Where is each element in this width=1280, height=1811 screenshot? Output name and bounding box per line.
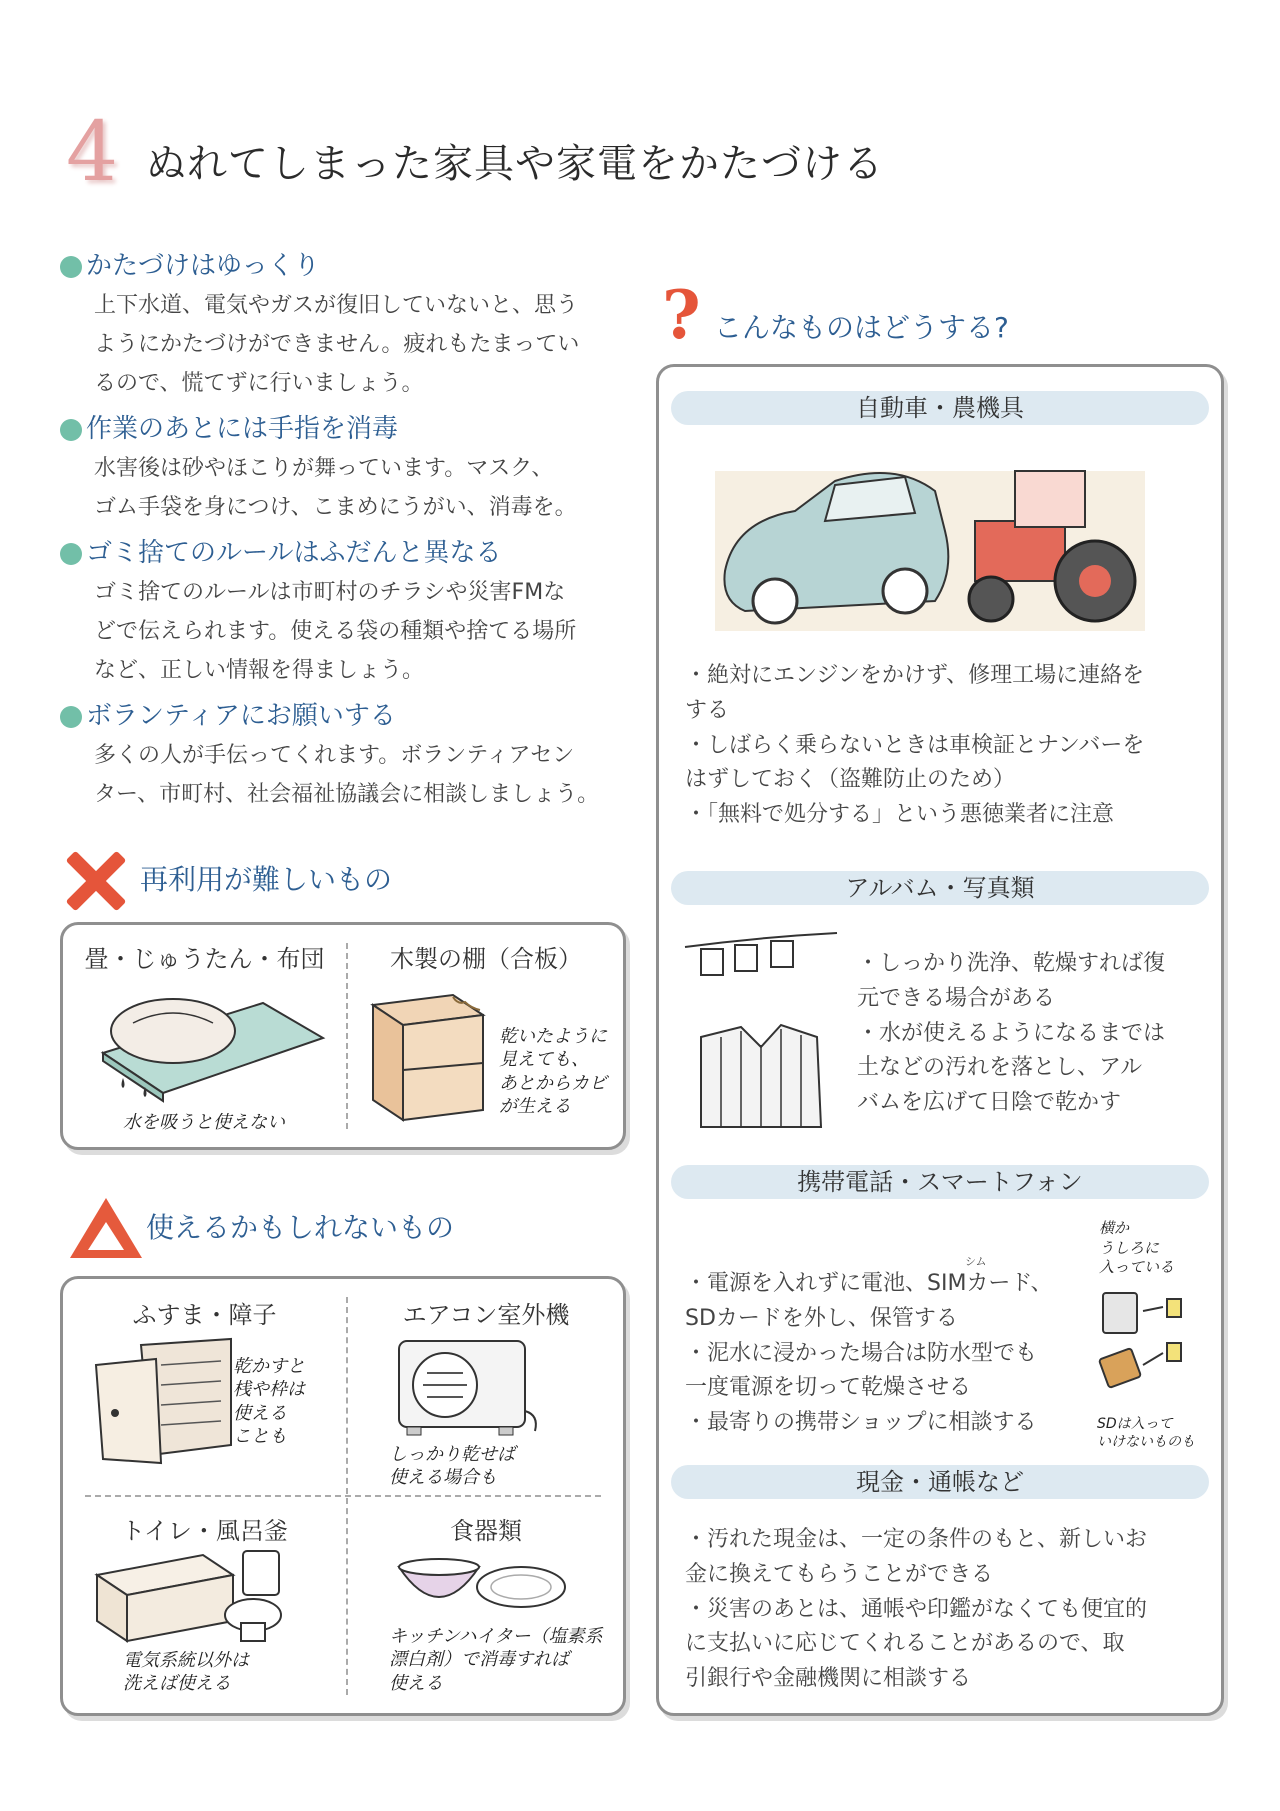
note-line: 漂白剤）で消毒すれば (389, 1649, 569, 1671)
section-band: 現金・通帳など (671, 1465, 1209, 1499)
tip-heading: ボランティアにお願いする (86, 701, 396, 732)
list-line: する (685, 697, 730, 723)
note-line: SDは入って (1097, 1416, 1173, 1432)
faq-heading: こんなものはどうする? (714, 311, 1009, 344)
tip-line: ゴム手袋を身につけ、こまめにうがい、消毒を。 (94, 495, 577, 520)
list-line: 一度電源を切って乾燥させる (685, 1375, 972, 1401)
bullet-dot-icon (60, 256, 82, 278)
list-item (685, 1337, 1065, 1407)
bullet-dot-icon (60, 706, 82, 728)
handwritten-note (389, 1625, 602, 1695)
note-line: 使える (389, 1672, 443, 1694)
handwritten-note (389, 1443, 515, 1490)
section-band: 自動車・農機具 (671, 391, 1209, 425)
tatami-futon-illustration (93, 983, 333, 1103)
list-item (685, 1406, 1065, 1441)
tip-item (60, 698, 640, 814)
tip-line: どで伝えられます。使える袋の種類や捨てる場所 (94, 619, 577, 644)
section-band: 携帯電話・スマートフォン (671, 1165, 1209, 1199)
list-line: 土などの汚れを落とし、アル (857, 1055, 1143, 1081)
handwritten-note (1099, 1219, 1174, 1278)
list-line: ・「無料で処分する」という悪徳業者に注意 (685, 802, 1115, 827)
item-title: 木製の棚（合板） (390, 945, 582, 973)
fusuma-shoji-illustration (91, 1335, 241, 1465)
list-line: はずしておく（盗難防止のため） (685, 767, 1016, 793)
section-list (685, 659, 1205, 833)
tip-heading: 作業のあとには手指を消毒 (86, 414, 399, 445)
list-line: ・しばらく乗らないときは車検証とナンバーを (685, 732, 1145, 758)
tip-body (60, 736, 640, 814)
note-line: 使える場合も (389, 1467, 497, 1489)
handwritten-note (123, 1649, 249, 1696)
list-line: SDカードを外し、保管する (685, 1305, 958, 1331)
wooden-shelf-illustration (363, 985, 493, 1125)
toilet-bathtub-illustration (93, 1545, 293, 1645)
tip-heading: かたづけはゆっくり (86, 251, 320, 281)
list-line: 金に換えてもらうことができる (685, 1561, 994, 1587)
list-item (685, 1523, 1205, 1593)
maybe-usable-heading: 使えるかもしれないもの (146, 1211, 455, 1244)
maybe-usable-box (60, 1276, 626, 1716)
list-line: ・汚れた現金は、一定の条件のもと、新しいお (685, 1527, 1148, 1552)
list-line: 元できる場合がある (857, 985, 1056, 1011)
list-line: ・最寄りの携帯ショップに相談する (685, 1410, 1037, 1435)
list-item (685, 1267, 1065, 1337)
handwritten-note (233, 1355, 305, 1449)
handwritten-note (499, 1025, 607, 1119)
tip-line: ター、市町村、社会福祉協議会に相談しましょう。 (94, 782, 600, 808)
phone-sim-illustration (1097, 1287, 1197, 1397)
list-item (685, 798, 1205, 833)
tableware-illustration (393, 1547, 573, 1627)
list-line: ・災害のあとは、通帳や印鑑がなくても便宜的 (685, 1596, 1148, 1622)
cross-icon (64, 848, 128, 912)
section-list (857, 947, 1207, 1121)
section-band: アルバム・写真類 (671, 871, 1209, 905)
tip-body (60, 573, 640, 690)
section-list (685, 1523, 1205, 1697)
list-line: 引銀行や金融機関に相談する (685, 1666, 972, 1691)
note-line: 乾いたように (499, 1026, 607, 1047)
list-line: ・絶対にエンジンをかけず、修理工場に連絡を (685, 663, 1145, 688)
note-line: が生える (499, 1096, 571, 1118)
note-line: 桟や枠は (233, 1379, 305, 1401)
note-line: しっかり乾せば (389, 1444, 515, 1465)
note-line: 乾かすと (233, 1356, 305, 1377)
tip-line: 上下水道、電気やガスが復旧していないと、思う (94, 292, 579, 318)
handwritten-note (1097, 1415, 1195, 1451)
note-line: うしろに (1099, 1238, 1160, 1257)
tip-item (60, 411, 640, 527)
note-line: 見えても、 (499, 1049, 589, 1071)
item-title: ふすま・障子 (132, 1301, 277, 1329)
item-title: エアコン室外機 (402, 1301, 570, 1329)
handwritten-note: 水を吸うと使えない (123, 1112, 285, 1133)
item-title: トイレ・風呂釜 (121, 1517, 288, 1545)
ruby-sim: シム (965, 1255, 987, 1268)
list-line: ・電源を入れずに電池、SIMカード、 (685, 1271, 1053, 1296)
note-line: 入っている (1099, 1258, 1175, 1276)
list-line: ・しっかり洗浄、乾燥すれば復 (857, 951, 1166, 976)
note-line: キッチンハイター（塩素系 (389, 1626, 603, 1647)
tip-item (60, 248, 640, 403)
note-line: あとからカビ (499, 1072, 607, 1094)
tips-list (60, 248, 640, 822)
question-mark-icon: ? (662, 276, 701, 354)
hard-reuse-heading: 再利用が難しいもの (140, 863, 393, 896)
tip-line: など、正しい情報を得ましょう。 (94, 658, 425, 684)
list-line: ・水が使えるようになるまでは (857, 1020, 1166, 1046)
section-list (685, 1267, 1065, 1441)
tip-heading: ゴミ捨てのルールはふだんと異なる (86, 538, 502, 569)
item-title: 食器類 (450, 1517, 522, 1545)
tip-line: るので、慌てずに行いましょう。 (94, 371, 424, 396)
note-line: 横か (1099, 1219, 1130, 1237)
tip-item (60, 535, 640, 690)
hard-reuse-box (60, 922, 626, 1150)
tip-body (60, 449, 640, 527)
list-item (685, 1593, 1205, 1697)
album-photos-illustration (681, 927, 841, 1137)
note-line: 電気系統以外は (123, 1650, 249, 1671)
page-title: ぬれてしまった家具や家電をかたづける (146, 141, 884, 187)
car-tractor-illustration (715, 451, 1155, 641)
tip-body (60, 286, 640, 403)
bullet-dot-icon (60, 419, 82, 441)
section-number: 4 (66, 105, 119, 200)
list-line: ・泥水に浸かった場合は防水型でも (685, 1340, 1038, 1366)
note-line: ことも (233, 1426, 287, 1448)
list-item (685, 729, 1205, 799)
bullet-dot-icon (60, 543, 82, 565)
list-item (685, 659, 1205, 729)
tip-line: ゴミ捨てのルールは市町村のチラシや災害FMな (94, 579, 566, 605)
faq-box (656, 364, 1224, 1716)
aircon-outdoor-unit-illustration (393, 1331, 543, 1441)
list-line: に支払いに応じてくれることがあるので、取 (685, 1631, 1125, 1657)
list-line: バムを広げて日陰で乾かす (857, 1090, 1122, 1115)
tip-line: 多くの人が手伝ってくれます。ボランティアセン (94, 743, 575, 768)
tip-line: ようにかたづけができません。疲れもたまってい (94, 331, 580, 357)
list-item (857, 947, 1207, 1017)
note-line: 使える (233, 1402, 287, 1424)
note-line: いけないものも (1097, 1434, 1195, 1451)
tip-line: 水害後は砂やほこりが舞っています。マスク、 (94, 455, 554, 481)
item-title: 畳・じゅうたん・布団 (84, 945, 325, 973)
list-item (857, 1017, 1207, 1121)
note-line: 洗えば使える (123, 1673, 231, 1695)
